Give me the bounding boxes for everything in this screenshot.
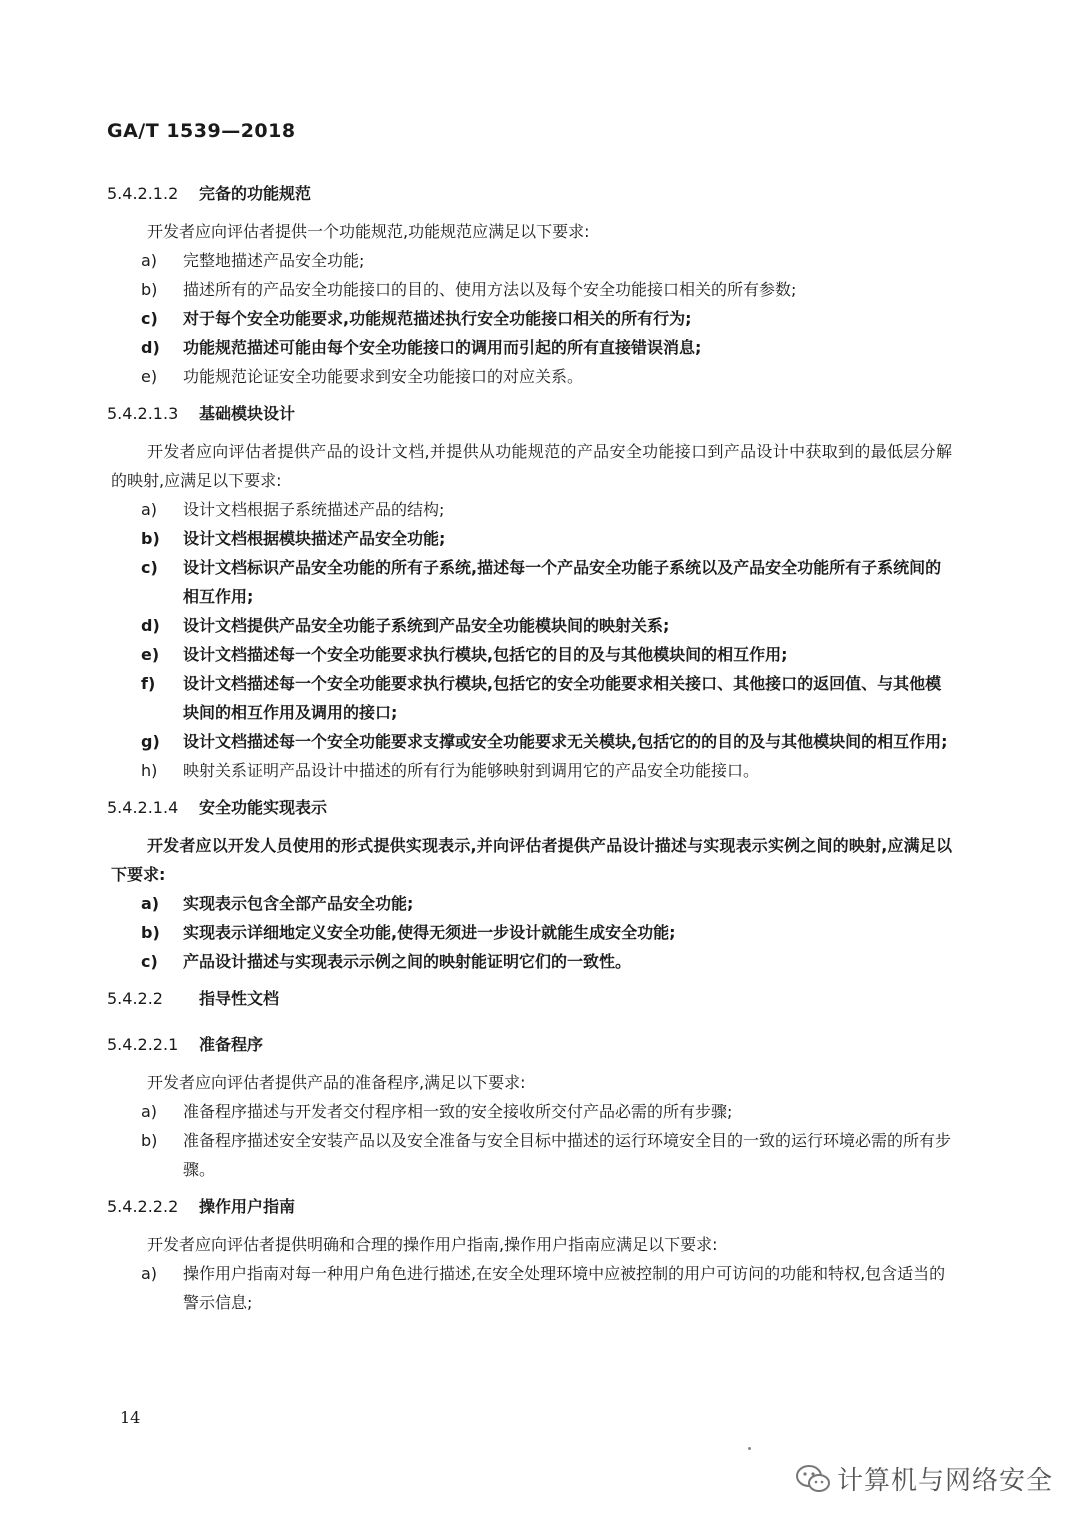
list-item <box>107 889 952 918</box>
section-5-4-2-1-4 <box>107 797 952 976</box>
list-item <box>107 246 952 275</box>
list-item-text: 产品设计描述与实现表示示例之间的映射能证明它们的一致性。 <box>183 952 632 971</box>
list-item-marker: c) <box>141 952 158 971</box>
watermark <box>795 1460 1053 1497</box>
list-item <box>107 1259 952 1317</box>
list-item <box>107 611 952 640</box>
section-5-4-2-1-3 <box>107 403 952 785</box>
list-item-text: 设计文档根据模块描述产品安全功能; <box>183 529 446 548</box>
section-5-4-2-2 <box>107 988 952 1034</box>
requirement-list <box>107 1097 952 1184</box>
list-item-marker: d) <box>141 338 160 357</box>
list-item-marker: a) <box>141 894 160 913</box>
list-item <box>107 947 952 976</box>
section-5-4-2-2-1 <box>107 1034 952 1184</box>
list-item-marker: c) <box>141 558 158 577</box>
scan-speck <box>748 1447 751 1450</box>
section-number: 5.4.2.1.2 <box>107 184 179 203</box>
list-item-text: 映射关系证明产品设计中描述的所有行为能够映射到调用它的产品安全功能接口。 <box>183 761 760 780</box>
section-intro: 开发者应向评估者提供一个功能规范,功能规范应满足以下要求: <box>147 222 590 241</box>
list-item <box>107 495 952 524</box>
list-item-text: 设计文档根据子系统描述产品的结构; <box>183 500 445 519</box>
section-number: 5.4.2.1.4 <box>107 798 179 817</box>
list-item <box>107 669 952 727</box>
list-item-marker: b) <box>141 280 158 299</box>
list-item-marker: d) <box>141 616 160 635</box>
list-item-text: 设计文档描述每一个安全功能要求支撑或安全功能要求无关模块,包括它的的目的及与其他模块间的相互作用; <box>183 732 948 751</box>
page-number: 14 <box>120 1408 141 1427</box>
list-item-marker: h) <box>141 761 158 780</box>
wechat-icon <box>795 1464 831 1494</box>
section-number: 5.4.2.2.2 <box>107 1197 179 1216</box>
list-item-marker: a) <box>141 251 158 270</box>
list-item-text: 完整地描述产品安全功能; <box>183 251 365 270</box>
list-item-text: 准备程序描述与开发者交付程序相一致的安全接收所交付产品必需的所有步骤; <box>183 1102 733 1121</box>
section-title: 安全功能实现表示 <box>199 798 328 817</box>
section-title: 完备的功能规范 <box>199 184 312 203</box>
list-item-marker: b) <box>141 1131 158 1150</box>
standard-code: GA/T 1539—2018 <box>107 120 296 142</box>
section-heading <box>107 1196 952 1218</box>
section-title: 准备程序 <box>199 1035 264 1054</box>
list-item-text: 对于每个安全功能要求,功能规范描述执行安全功能接口相关的所有行为; <box>183 309 692 328</box>
list-item <box>107 640 952 669</box>
section-5-4-2-2-2 <box>107 1196 952 1317</box>
list-item <box>107 362 952 391</box>
list-item-text: 功能规范论证安全功能要求到安全功能接口的对应关系。 <box>183 367 584 386</box>
section-title: 基础模块设计 <box>199 404 296 423</box>
section-heading <box>107 797 952 819</box>
list-item <box>107 756 952 785</box>
section-heading <box>107 1034 952 1056</box>
list-item-text: 描述所有的产品安全功能接口的目的、使用方法以及每个安全功能接口相关的所有参数; <box>183 280 797 299</box>
section-intro: 开发者应以开发人员使用的形式提供实现表示,并向评估者提供产品设计描述与实现表示实例之间的映射,应满足以下要求: <box>111 836 952 884</box>
requirement-list <box>107 495 952 785</box>
requirement-list <box>107 889 952 976</box>
list-item-marker: g) <box>141 732 160 751</box>
list-item-text: 实现表示包含全部产品安全功能; <box>183 894 414 913</box>
watermark-text: 计算机与网络安全 <box>837 1466 1054 1496</box>
list-item <box>107 1126 952 1184</box>
list-item-text: 设计文档描述每一个安全功能要求执行模块,包括它的安全功能要求相关接口、其他接口的返回值、与其他模块间的相互作用及调用的接口; <box>183 674 942 722</box>
section-heading <box>107 403 952 425</box>
section-number: 5.4.2.1.3 <box>107 404 179 423</box>
section-intro: 开发者应向评估者提供产品的设计文档,并提供从功能规范的产品安全功能接口到产品设计中获取到的最低层分解的映射,应满足以下要求: <box>111 442 952 490</box>
list-item <box>107 524 952 553</box>
section-heading <box>107 988 952 1010</box>
section-number: 5.4.2.2.1 <box>107 1035 179 1054</box>
section-5-4-2-1-2 <box>107 183 952 391</box>
list-item-marker: b) <box>141 923 160 942</box>
list-item-marker: a) <box>141 1102 158 1121</box>
section-intro: 开发者应向评估者提供产品的准备程序,满足以下要求: <box>147 1073 526 1092</box>
requirement-list <box>107 246 952 391</box>
section-heading <box>107 183 952 205</box>
list-item-text: 实现表示详细地定义安全功能,使得无须进一步设计就能生成安全功能; <box>183 923 676 942</box>
list-item-marker: b) <box>141 529 160 548</box>
list-item <box>107 553 952 611</box>
section-title: 指导性文档 <box>199 989 280 1008</box>
list-item <box>107 1097 952 1126</box>
list-item-marker: f) <box>141 674 156 693</box>
list-item-text: 设计文档描述每一个安全功能要求执行模块,包括它的目的及与其他模块间的相互作用; <box>183 645 788 664</box>
list-item <box>107 333 952 362</box>
list-item <box>107 918 952 947</box>
list-item-marker: a) <box>141 500 158 519</box>
document-body <box>107 183 952 1329</box>
list-item-marker: c) <box>141 309 158 328</box>
list-item <box>107 727 952 756</box>
list-item-marker: e) <box>141 367 158 386</box>
list-item-text: 设计文档提供产品安全功能子系统到产品安全功能模块间的映射关系; <box>183 616 670 635</box>
section-intro: 开发者应向评估者提供明确和合理的操作用户指南,操作用户指南应满足以下要求: <box>147 1235 718 1254</box>
list-item <box>107 304 952 333</box>
list-item-text: 操作用户指南对每一种用户角色进行描述,在安全处理环境中应被控制的用户可访问的功能和特权,包含适当的警示信息; <box>183 1264 946 1312</box>
section-spacer <box>107 1022 952 1034</box>
section-number: 5.4.2.2 <box>107 989 163 1008</box>
list-item-text: 功能规范描述可能由每个安全功能接口的调用而引起的所有直接错误消息; <box>183 338 702 357</box>
list-item-text: 准备程序描述安全安装产品以及安全准备与安全目标中描述的运行环境安全目的一致的运行环境必需的所有步骤。 <box>183 1131 952 1179</box>
list-item-marker: a) <box>141 1264 158 1283</box>
requirement-list <box>107 1259 952 1317</box>
list-item <box>107 275 952 304</box>
section-title: 操作用户指南 <box>199 1197 296 1216</box>
list-item-text: 设计文档标识产品安全功能的所有子系统,描述每一个产品安全功能子系统以及产品安全功能所有子系统间的相互作用; <box>183 558 942 606</box>
list-item-marker: e) <box>141 645 160 664</box>
